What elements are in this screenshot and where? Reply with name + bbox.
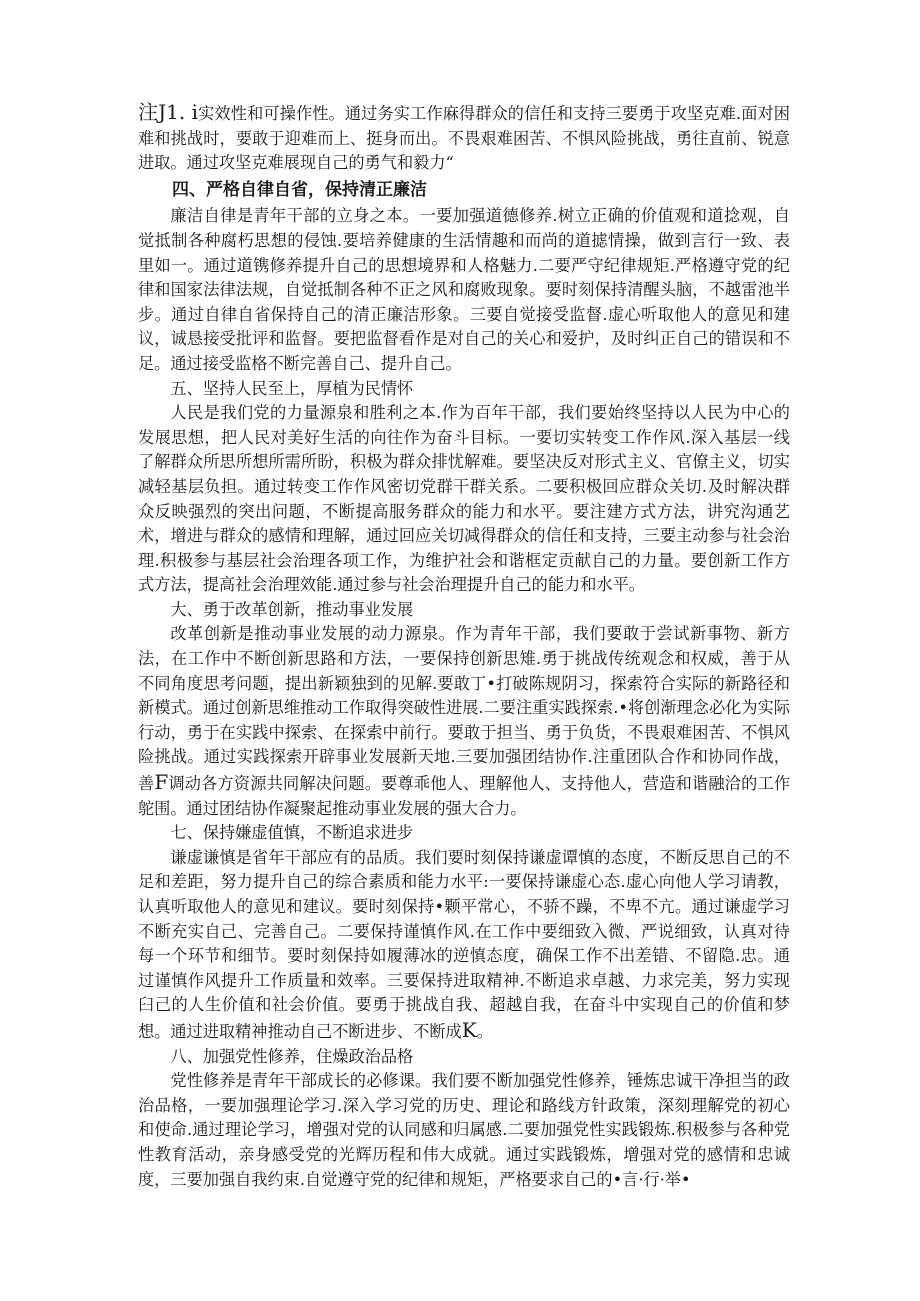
lead-paragraph-text: 实效性和可操作性。通过务实工作麻得群众的信任和支持三要勇于攻坚克难.面对困难和挑战时，要敢于迎难而上、挺身而出。不畏艰难困苦、不惧风险挑战，勇往直前、锐意进取。通过攻坚克难展现自己的勇气和毅力“ bbox=[138, 104, 790, 173]
section-7-paragraph bbox=[138, 846, 790, 1045]
section-5-heading: 五、坚持人民至上，厚植为民情怀 bbox=[170, 378, 414, 398]
section-7-heading: 七、保持嫌虚值慎，不断追求进步 bbox=[170, 823, 414, 843]
section-5-paragraph: 人民是我们党的力量源泉和胜利之本.作为百年干部，我们要始终坚持以人民为中心的发展思想，把人民对美好生活的向往作为奋斗目标。一要切实转变工作作风.深入基层一线了解群众所思所想所需所盼，积极为群众排忧解难。要坚决反对形式主义、官僚主义，切实减轻基层负担。通过转变工作作风密切党群干群关系。二要积极回应群众关切.及时解决群众反映强烈的突出问题，不断提高服务群众的能力和水平。要注建方式方法，讲究沟通艺术，增进与群众的感情和理解，通过回应关切减得群众的信任和支持，三要主动参与社会治理.积极参与基层社会治理各项工作，为维护社会和谐框定贡献自己的力量。要创新工作方式方法，提高社会治理效能.通过参与社会治理提升自己的能力和水平。 bbox=[138, 403, 790, 595]
section-7-text-part-1: 谦虚谦慎是省年干部应有的品质。我们要时刻保持谦虚谭慎的态度，不断反思自己的不足和差距，努力提升自己的综合素质和能力水平:一要保持谦虚心态.虚心向他人学习请教，认真听取他人的意见和建议。要时刻保持•颗平常心，不骄不躁，不卑不亢。通过谦虚学习不断充实自己、完善自己。二要保持谨慎作风.在工作中要细致入微、严说细致，认真对待每一个环节和细节。要时刻保持如履薄冰的逆慎态度，确保工作不出差错、不留隐.忠。通过谨慎作风提升工作质量和效率。三要保持进取精神.不断追求卓越、力求完美，努力实现臼己的人生价值和社会价值。要勇于挑战自我、超越自我，在奋斗中实现自己的价值和梦想。通过进取精神推动自己不断进步、不断成 bbox=[138, 847, 790, 1041]
section-8-paragraph: 党性修养是青年干部成长的必修课。我们要不断加强党性修养，锤炼忠诚干净担当的政治品格，一要加强理论学习.深入学习党的历史、理论和路线方针政策，深刻理解党的初心和使命.通过理论学习，增强对党的认同感和归属感.二要加强党性实践锻炼.积极参与各种党性教育活动，亲身感受党的光辉历程和伟大成就。通过实践锻炼，增强对党的感情和忠诚度，三要加强自我约束.自觉遵守党的纪律和规矩，严格要求自己的•言·行·举• bbox=[138, 1071, 790, 1189]
section-6-glyph: F bbox=[154, 770, 169, 795]
document-page bbox=[138, 100, 790, 1192]
section-8-heading: 八、加强党性修养，住燥政治品格 bbox=[170, 1046, 414, 1066]
section-6-text-part-1: 改革创新是推动事业发展的动力源泉。作为青年干部，我们要敢于尝试新事物、新方法，在工作中不断创新思路和方法，一要保持创新思雉.勇于挑战传统观念和权威，善于从不同角度思考问题，提出新颖独到的见解.要敢丁•打破陈规阴习，探索符合实际的新路径和新模式。通过创新思维推动工作取得突破性进展.二要注重实践探索.•将创渐理念必化为实际行动，勇于在实践中探索、在探索中前行。要敢于担当、勇于负货，不畏艰难困苦、不惧风险挑战。通过实践探索开辟事业发展新天地.三要加强团结协作.注重团队合作和协同作战，善 bbox=[138, 624, 790, 794]
section-4-heading: 四、严格自律自省，保持清正廉洁 bbox=[172, 179, 427, 200]
section-6-paragraph bbox=[138, 622, 790, 821]
section-6-heading: 大、勇于改革创新，推动事业发展 bbox=[170, 599, 414, 619]
section-4-paragraph: 廉洁自律是青年干部的立身之本。一要加强道德修养.树立正确的价值观和道捻观，自觉抵制各种腐朽思想的侵蚀.要培养健康的生活情趣和而尚的道摅情操，做到言行一致、表里如一。通过道镌修养提升自己的思想境界和人格魅力.二要严守纪律规矩.严格遵守党的纪律和国家法律法规，自觉抵制各种不正之风和腐败现象。要时刻保持清醒头脑，不越雷池半步。通过自律自省保持自己的清正廉洁形象。三要自觉接受监督.虚心听取他人的意见和建议，诚恳接受批评和监督。要把监督看作是对自己的关心和爱护，及时纠正自己的错误和不足。通过接受监格不断完善自己、提升自己。 bbox=[138, 206, 790, 373]
section-7-glyph: K bbox=[461, 1017, 477, 1042]
section-7-text-part-2: 。 bbox=[476, 1021, 493, 1041]
section-6-text-part-2: 调动各方资源共同解决问题。要尊乖他人、理解他人、支持他人，营造和谐融洽的工作鸵围。通过团结协作凝聚起推动事业发展的强大合力。 bbox=[138, 774, 791, 818]
lead-fragment-prefix: 注J1. i bbox=[138, 100, 199, 124]
lead-paragraph bbox=[138, 100, 790, 176]
